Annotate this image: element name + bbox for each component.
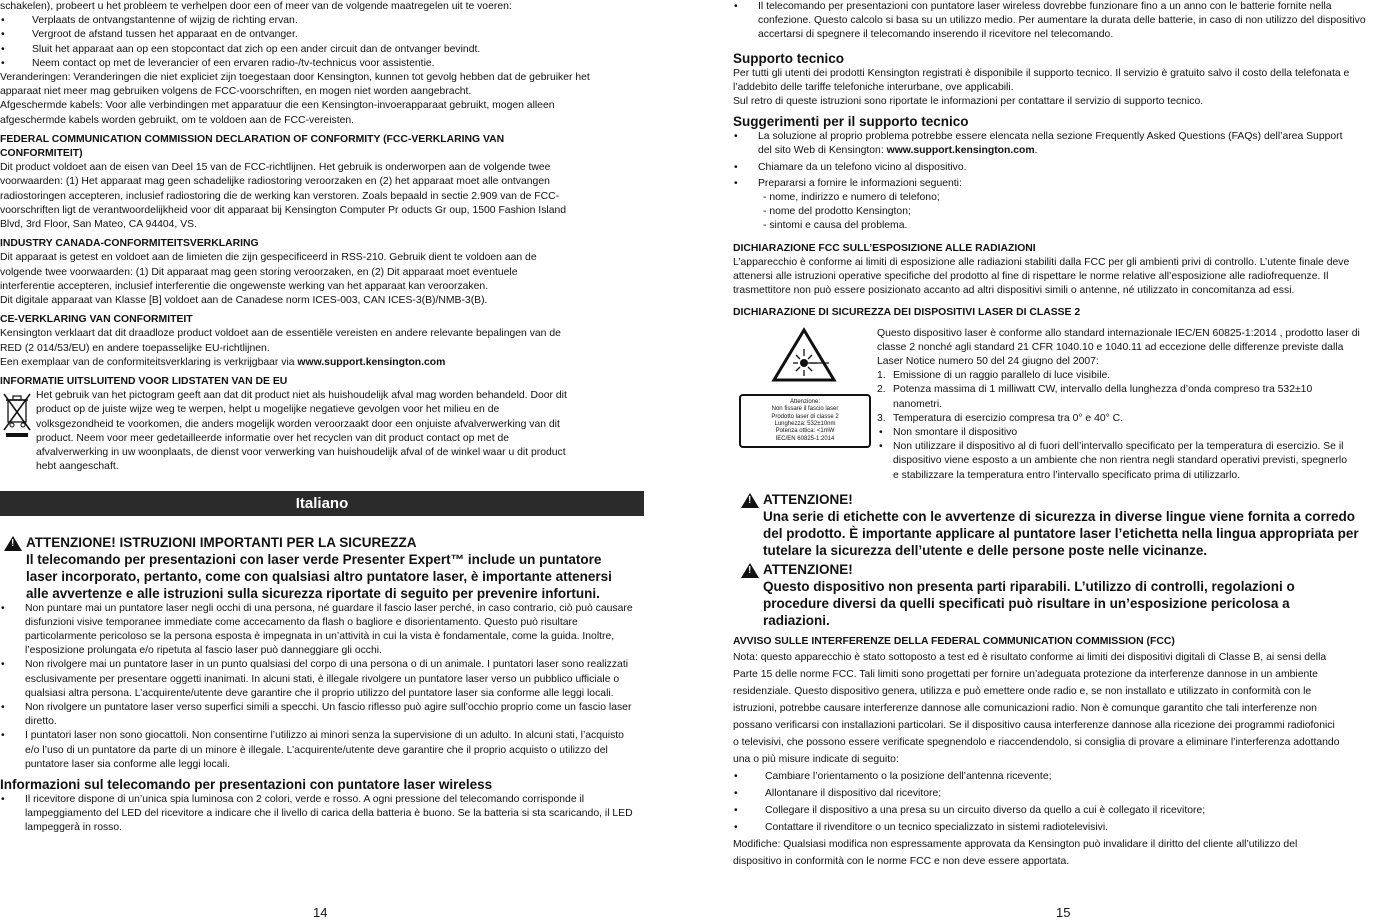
fcc-bullet-list [733, 768, 1379, 836]
list-item: 2. Potenza massima di 1 milliwatt CW, intervallo della lunghezza d’onda compreso tra 532±10 nanometri. [877, 384, 1313, 410]
list-item: • Chiamare da un telefono vicino al dispositivo. [733, 161, 1379, 175]
tips-text: La soluzione al proprio problema potrebbe essere elencata nella sezione Frequently Asked Questions (FAQs) dell’area Support del sito Web di Kensington: [758, 131, 1343, 157]
weee-bin-icon [2, 392, 32, 438]
tips-heading: Suggerimenti per il supporto tecnico [733, 114, 969, 130]
canada-text: Dit apparaat is getest en voldoet aan de limieten die zijn gespecificeerd in RSS-210. Gebruik dient te voldoen aan de volgende twee voorwaarden: (1) Dit apparaat mag geen storing veroorzaken, en (2) Dit apparaat moet eventuele interferentie accepteren, inclusief interferentie die ongewenste werking van het apparaat kan veroorzaken. [0, 252, 537, 292]
warning-icon [741, 563, 759, 578]
numbered-text: Potenza massima di 1 milliwatt CW, intervallo della lunghezza d’onda compreso tra 532±10 nanometri. [893, 384, 1313, 410]
list-item: • Cambiare l’orientamento o la posizione dell’antenna ricevente; [733, 768, 1379, 785]
intro-text: schakelen), probeert u het probleem te verhelpen door een of meer van de volgende maatregelen uit te voeren: [0, 1, 512, 12]
laser-section [733, 327, 1379, 483]
safety-warning [0, 534, 645, 602]
list-item: • Vergroot de afstand tussen het apparaat en de ontvanger. [0, 28, 645, 42]
list-item: • Verplaats de ontvangstantenne of wijzig de richting ervan. [0, 14, 645, 28]
laser-figure [739, 327, 875, 483]
list-item: 3. Temperatura di esercizio compresa tra 0° e 40° C. [877, 412, 1124, 424]
eu-info [0, 389, 645, 474]
label-line: Potenza ottica: <1mW [775, 428, 835, 435]
laser-intro: Questo dispositivo laser è conforme allo standard internazionale IEC/EN 60825-1:2014 , prodotto laser di classe 2 nonché agli standard 21 CFR 1040.10 e 1040.11 ad eccezione delle differenze previste dalla Laser Notice numero 50 del 24 giugno del 2007: [877, 327, 1360, 368]
canada-text-2: Dit digitale apparaat van Klasse [B] voldoet aan de Canadese norm ICES-003, CAN ICES-3(B)/NMB-3(B). [0, 295, 488, 307]
list-item: • Allontanare il dispositivo dal ricevitore; [733, 785, 1379, 802]
wireless-heading: Informazioni sul telecomando per presentazioni con puntatore laser wireless [0, 776, 493, 792]
list-item: • Non rivolgere un puntatore laser verso superfici simili a specchi. Un fascio riflesso può agire sull’occhio proprio come un fascio laser diretto. [0, 701, 645, 729]
support-link[interactable]: www.support.kensington.com [886, 145, 1035, 157]
label-line: Lunghezza: 532±10nm [774, 421, 836, 428]
eu-text: Het gebruik van het pictogram geeft aan dat dit product niet als huishoudelijk afval mag worden behandeld. Door dit product op de juiste wijze weg te werpen, helpt u mogelijke negatieve gevolgen voor het milieu en de volksgezondheid te voorkomen, die anders mogelijk worden veroorzaakt door een onjuiste afvalverwerking van dit product. Neem voor meer gedetailleerde informatie over het recyclen van dit product contact op met de afvalverwerking in uw woonplaats, de dienst voor verwerking van huishoudelijk afval of de winkel waar u dit product hebt aangeschaft. [36, 390, 567, 473]
fcc-interference-text: Nota: questo apparecchio è stato sottoposto a test ed è risultato conforme ai limiti dei dispositivi digitali di Classe B, ai sensi della Parte 15 delle norme FCC. Tali limiti sono progettati per fornire un’adeguata protezione da interferenze dannose in un ambiente residenziale. Questo dispositivo genera, utilizza e può emettere onde radio e, se non installato e utilizzato in conformità con le istruzioni, potrebbe causare interferenze dannose alle comunicazioni radio. Non è comunque garantito che tali interferenze non possano verificarsi con installazioni particolari. Se il dispositivo causa interferenze dannose alla ricezione dei programmi radiofonici o televisivi, che possono essere verificate spegnendolo e riaccendendolo, si consiglia di provare a eliminare l’interferenza adottando una o più misure indicate di seguito: [733, 652, 1340, 766]
label-line: Prodotto laser di classe 2 [771, 413, 839, 420]
page-number: 15 [1056, 904, 1071, 920]
laser-details [877, 327, 1379, 483]
label-line: IEC/EN 60825-1:2014 [775, 435, 835, 442]
list-item: • Non smontare il dispositivo [877, 426, 1379, 440]
changes-text: Veranderingen: Veranderingen die niet expliciet zijn toegestaan door Kensington, kunnen tot gevolg hebben dat de gebruiker het apparaat niet meer mag gebruiken volgens de FCC-voorschriften, en mogen niet worden aangebracht. [0, 72, 590, 98]
warning-title: ATTENZIONE! [763, 491, 853, 507]
left-page [0, 0, 645, 922]
safety-bullet-list [0, 602, 645, 772]
numbered-text: Temperatura di esercizio compresa tra 0° e 40° C. [893, 412, 1124, 424]
list-item: • Contattare il rivenditore o un tecnico specializzato in sistemi radiotelevisivi. [733, 819, 1379, 836]
list-item: • Neem contact op met de leverancier of een ervaren radio-/tv-technicus voor assistentie. [0, 57, 645, 71]
language-banner: Italiano [0, 491, 644, 516]
list-item: • Non rivolgere mai un puntatore laser in un punto qualsiasi del corpo di una persona o di un animale. I puntatori laser sono realizzati esclusivamente per presentare oggetti inanimati. In alcuni stati, è illegale rivolgere un puntatore laser verso un pubblico ufficiale o qualsiasi altra persona. L’acquirente/utente deve garantire che il proprio utilizzo del puntatore laser sia conforme alle leggi locali. [0, 658, 630, 701]
right-page [733, 0, 1379, 922]
label-line: Non fissare il fascio laser [771, 406, 839, 413]
list-item: 1. Emissione di un raggio parallelo di luce visibile. [877, 370, 1111, 382]
ce-text-2-prefix: Een exemplaar van de conformiteitsverklaring is verkrijgbaar via [0, 356, 298, 368]
support-link[interactable]: www.support.kensington.com [297, 356, 446, 368]
numbered-text: Emissione di un raggio parallelo di luce visibile. [893, 370, 1111, 382]
fcc-interference-heading: AVVISO SULLE INTERFERENZE DELLA FEDERAL COMMUNICATION COMMISSION (FCC) [733, 635, 1175, 647]
warning-icon [4, 536, 22, 551]
support-text: Per tutti gli utenti dei prodotti Kensington registrati è disponibile il supporto tecnico. Il servizio è gratuito salvo il costo della telefonata e l’addebito delle tariffe telefoniche interurbane, ove applicabili. [733, 67, 1350, 93]
ce-text: Kensington verklaart dat dit draadloze product voldoet aan de essentiële vereisten en andere relevante bepalingen van de RED (2 014/53/EU) en andere toepasselijke EU-richtlijnen. [0, 328, 561, 354]
list-item: • La soluzione al proprio problema potrebbe essere elencata nella sezione Frequently Asked Questions (FAQs) dell’area Support del sito Web di Kensington: www.support.kensington.com. [733, 130, 1358, 158]
list-item: • Il ricevitore dispone di un’unica spia luminosa con 2 colori, verde e rosso. A ogni pressione del telecomando corrisponde il lampeggiamento del LED del ricevitore a indicare che il livello di carica della batteria è buono. Se la batteria si sta scaricando, il LED lampeggerà in rosso. [0, 793, 640, 836]
eu-heading: INFORMATIE UITSLUITEND VOOR LIDSTATEN VAN DE EU [0, 376, 288, 388]
ce-heading: CE-VERKLARING VAN CONFORMITEIT [0, 314, 193, 326]
page-number: 14 [313, 904, 328, 920]
list-item: - nome del prodotto Kensington; [763, 206, 911, 218]
ce-text-2 [0, 356, 645, 370]
warning-title: ATTENZIONE! [763, 561, 853, 577]
support-text-2: Sul retro di queste istruzioni sono riportate le informazioni per contattare il servizio di supporto tecnico. [733, 96, 1204, 108]
list-item: • Collegare il dispositivo a una presa su un circuito diverso da quello a cui è collegato il ricevitore; [733, 802, 1379, 819]
canada-heading: INDUSTRY CANADA-CONFORMITEITSVERKLARING [0, 238, 259, 250]
list-item: • Il telecomando per presentazioni con puntatore laser wireless dovrebbe funzionare fino a un anno con le batterie fornite nella confezione. Questo calcolo si basa su un utilizzo medio. Per aumentare la durata delle batterie, in caso di non utilizzo del dispositivo accertarsi di spegnere il telecomando inserendo il ricevitore nel telecomando. [733, 0, 1378, 43]
fcc-text: Dit product voldoet aan de eisen van Deel 15 van de FCC-richtlijnen. Het gebruik is onderworpen aan de volgende twee voorwaarden: (1) Het apparaat mag geen schadelijke radiostoring veroorzaken en (2) het apparaat moet alle ontvangen radiostoringen accepteren, inclusief radiostoring die de werking kan verstoren. Zoals bepaald in sectie 2.909 van de FCC-voorschriften ligt de verantwoordelijkheid voor dit apparaat bij Kensington Computer Pr oducts Gr oup, 1500 Fashion Island Blvd, 3rd Floor, San Mateo, CA 94404, VS. [0, 162, 567, 231]
intro-bullet-list [0, 14, 645, 71]
list-item: • Prepararsi a fornire le informazioni seguenti: [733, 177, 1379, 191]
label-line: Attenzione: [789, 398, 821, 405]
service-warning [733, 561, 1379, 629]
cables-text: Afgeschermde kabels: Voor alle verbindingen met apparatuur die een Kensington-invoerapparaat gebruikt, mogen alleen afgeschermde kabels worden gebruikt, om te voldoen aan de FCC-vereisten. [0, 100, 555, 126]
laser-warning-icon [771, 327, 837, 383]
label-warning [733, 491, 1379, 559]
list-item: • I puntatori laser non sono giocattoli. Non consentirne l’utilizzo ai minori senza la supervisione di un adulto. In alcuni stati, l’acquisto e/o l’uso di un puntatore da parte di un minore è illegale. L’acquirente/utente deve garantire che il proprio acquisto o utilizzo del puntatore laser sia conforme alle leggi locali. [0, 729, 625, 772]
warning-text: Questo dispositivo non presenta parti riparabili. L’utilizzo di controlli, regolazioni o procedure diversi da quelli specificati può risultare in un’esposizione pericolosa a radiazioni. [763, 578, 1295, 628]
modifiche-text: Modifiche: Qualsiasi modifica non espressamente approvata da Kensington può invalidare il diritto del cliente all’utilizzo del dispositivo in conformità con le norme FCC e non deve essere apportata. [733, 839, 1298, 868]
laser-heading: DICHIARAZIONE DI SICUREZZA DEI DISPOSITIVI LASER DI CLASSE 2 [733, 307, 1081, 319]
warning-icon [741, 493, 759, 508]
laser-label [739, 394, 871, 448]
warning-text: Il telecomando per presentazioni con laser verde Presenter Expert™ include un puntatore laser incorporato, pertanto, come con qualsiasi altro puntatore laser, è importante attenersi alle avvertenze e alle istruzioni sulla sicurezza riportate di seguito per prevenire infortuni. [26, 551, 612, 601]
list-item: • Non utilizzare il dispositivo al di fuori dell’intervallo specificato per la temperatura di esercizio. Se il dispositivo viene esposto a un ambiente che non rientra negli standard operativi previsti, spegnerlo e stabilizzare la temperatura entro l’intervallo specificato prima di utilizzarlo. [877, 440, 1353, 483]
radiation-text: L’apparecchio è conforme ai limiti di esposizione alle radiazioni stabiliti dalla FCC per gli ambienti privi di controllo. L’utente finale deve attenersi alle istruzioni operative specifiche del prodotto al fine di rispettare le norme relative all’esposizione alle radiofrequenze. Il trasmettitore non può essere posizionato accanto ad altri dispositivi simili o antenne, né utilizzato in concomitanza ad essi. [733, 256, 1350, 297]
warning-title: ATTENZIONE! ISTRUZIONI IMPORTANTI PER LA SICUREZZA [26, 534, 417, 550]
support-heading: Supporto tecnico [733, 50, 844, 66]
list-item: - sintomi e causa del problema. [763, 220, 908, 232]
list-item: • Sluit het apparaat aan op een stopcontact dat zich op een ander circuit dan de ontvanger bevindt. [0, 43, 645, 57]
fcc-heading: FEDERAL COMMUNICATION COMMISSION DECLARATION OF CONFORMITY (FCC-VERKLARING VAN CONFORMITEIT) [0, 133, 505, 160]
warning-text: Una serie di etichette con le avvertenze di sicurezza in diverse lingue viene fornita a corredo del prodotto. È importante applicare al puntatore laser l’etichetta nella lingua appropriata per tutelare la sicurezza dell’utente e delle persone poste nelle vicinanze. [763, 508, 1359, 558]
radiation-heading: DICHIARAZIONE FCC SULL’ESPOSIZIONE ALLE RADIAZIONI [733, 242, 1036, 254]
list-item: • Non puntare mai un puntatore laser negli occhi di una persona, né guardare il fascio laser perché, in caso contrario, ciò può causare disfunzioni visive temporanee immediate come accecamento da flash o bagliore e disorientamento. Questo può risultare particolarmente pericoloso se la persona esposta è impegnata in un’attività in cui la vista è fondamentale, come la guida. Inoltre, l’esposizione prolungata e/o ripetuta al fascio laser può danneggiare gli occhi. [0, 602, 640, 659]
list-item: - nome, indirizzo e numero di telefono; [763, 192, 940, 204]
